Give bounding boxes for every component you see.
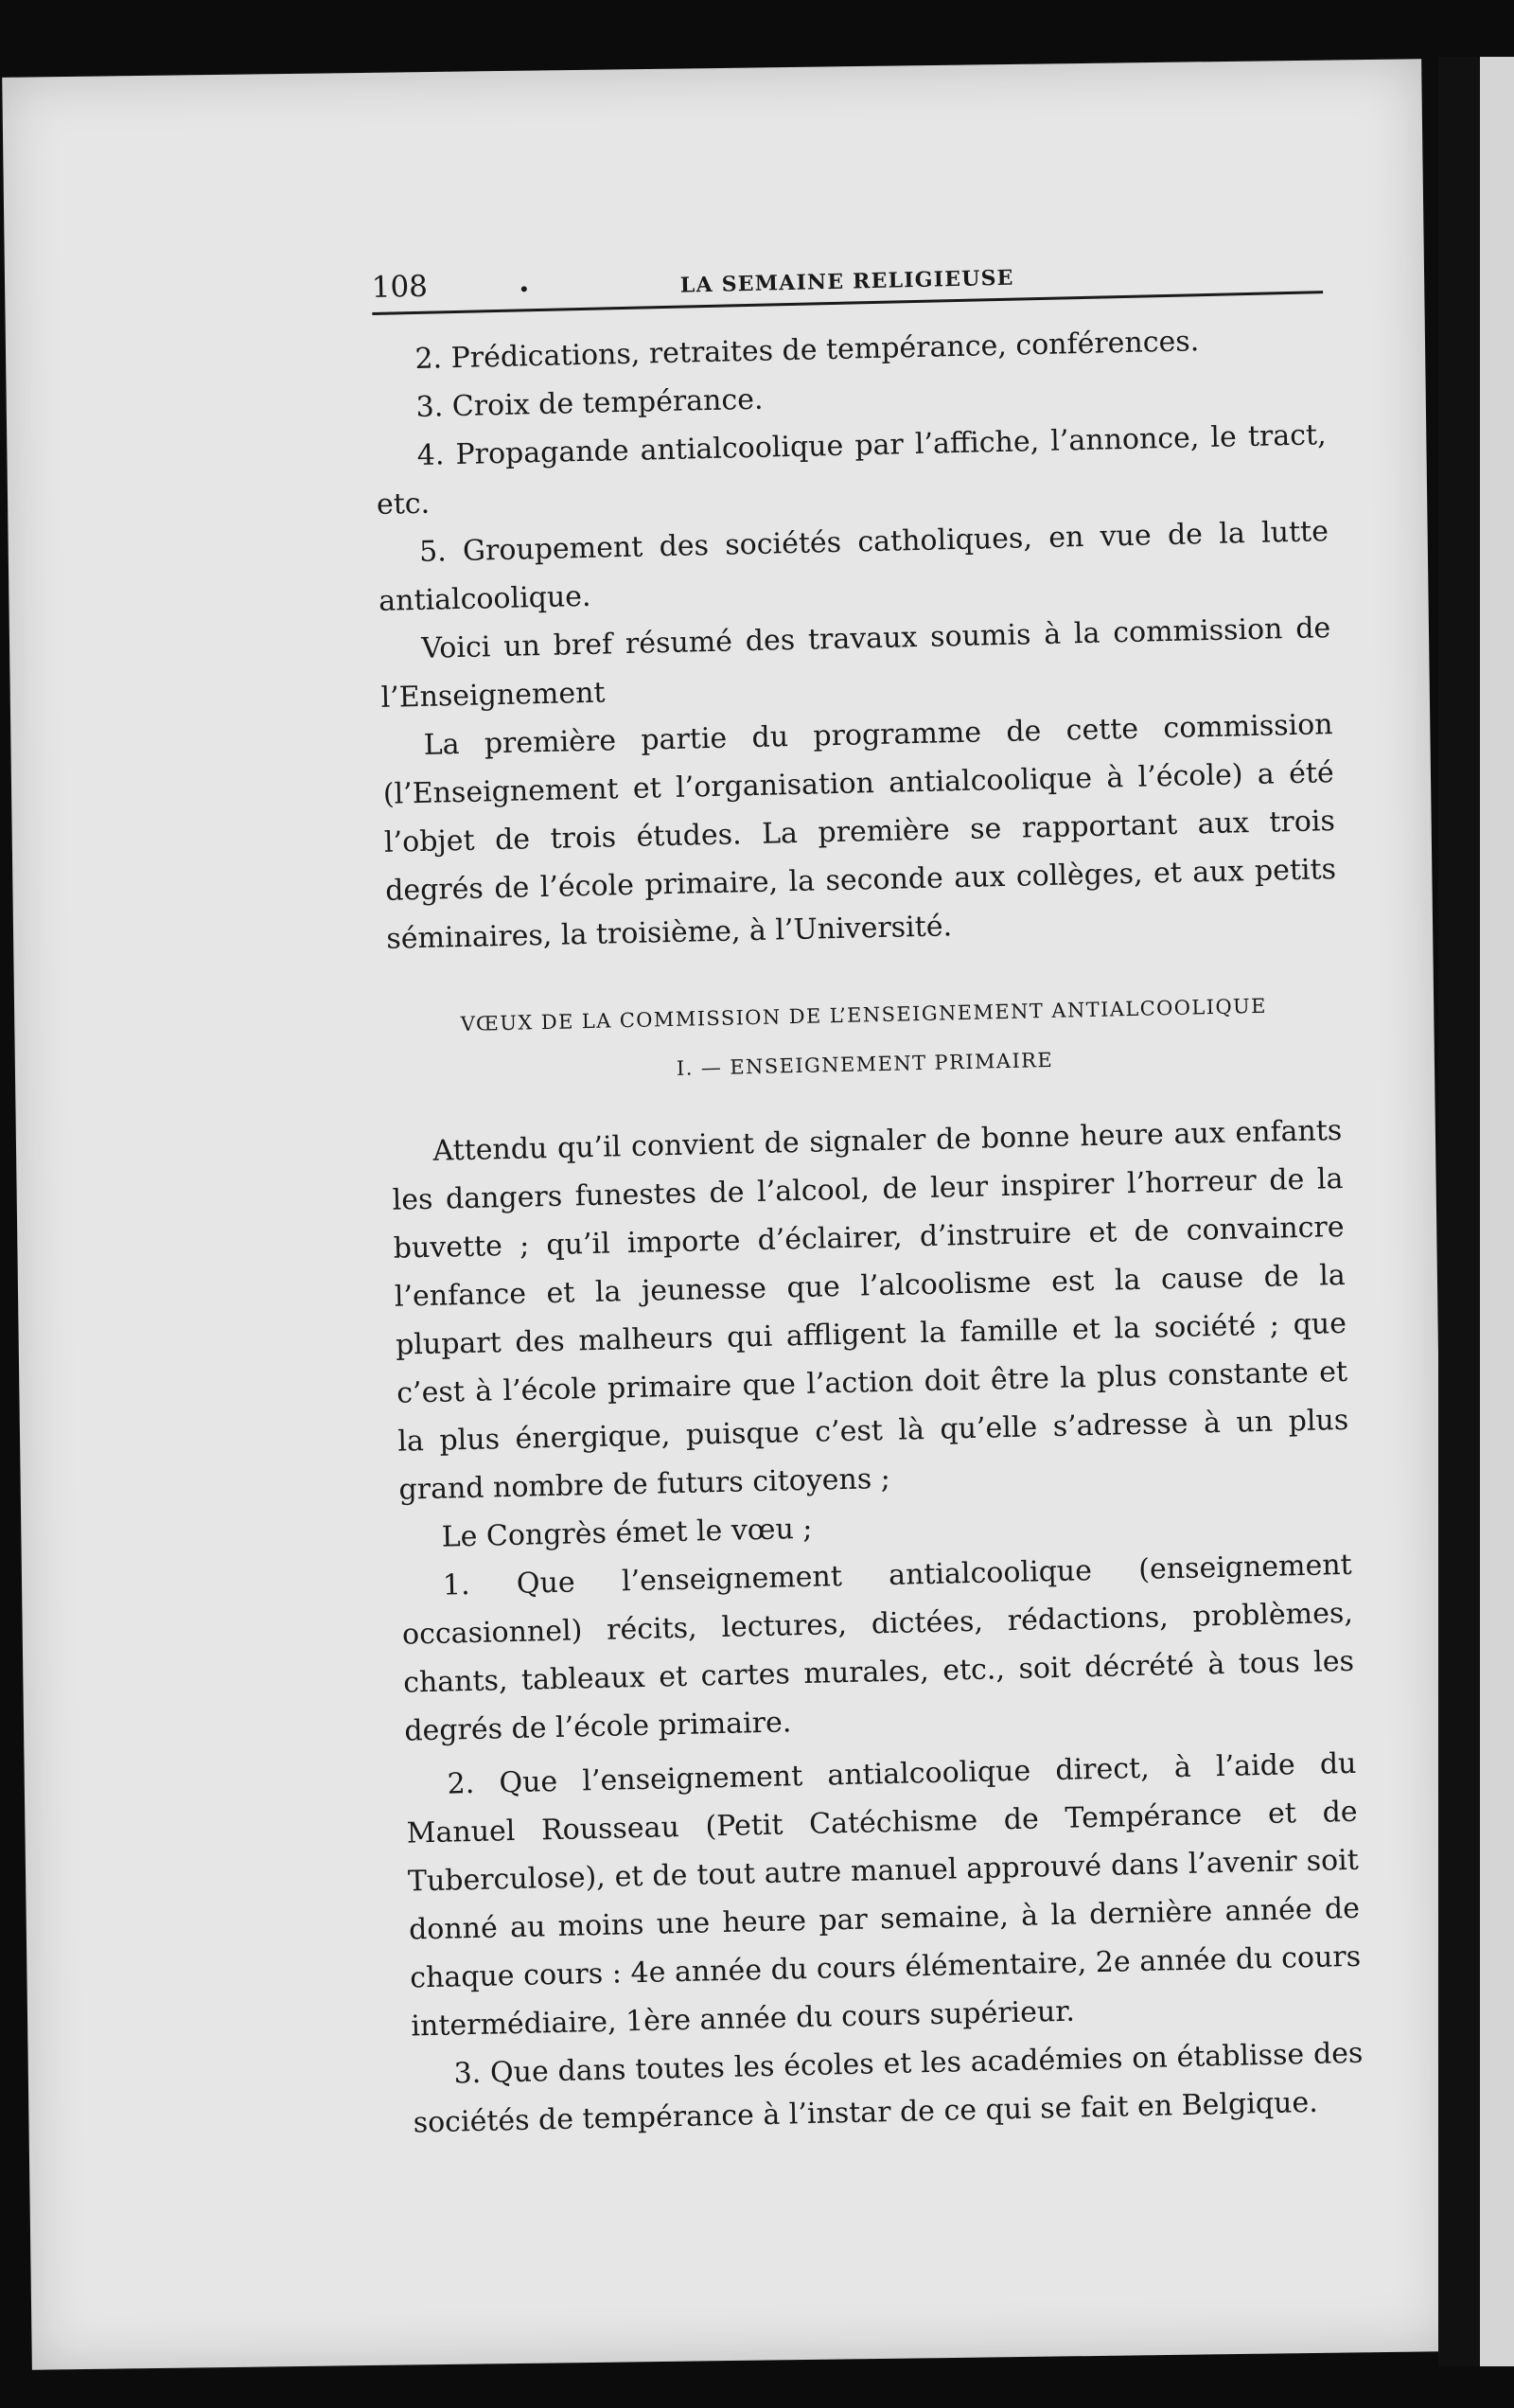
numbered-item: 3. Que dans toutes les écoles et les académies on établisse des sociétés de tempérance à l’instar de ce qui se fait en Belgique. (413, 2036, 1364, 2140)
numbered-item: 1. Que l’enseignement antialcoolique (enseignement occasionnel) récits, lectures, dictées, rédactions, problèmes, chants, tableaux et cartes murales, etc., soit décrété à tous les degrés de l’école primaire. (401, 1548, 1355, 1748)
paragraph: Voici un bref résumé des travaux soumis à la commission de l’Enseignement (380, 611, 1331, 715)
list-item: 3. Croix de tempérance. (415, 382, 764, 424)
paragraph: Attendu qu’il convient de signaler de bonne heure aux enfants les dangers funestes de l’alcool, de leur inspirer l’horreur de la buvette ; qu’il importe d’éclairer, d’instruire et de convaincre l’enfance et la jeunesse que l’alcoolisme est la cause de la plupart des malheurs qui affligent la famille et la société ; que c’est à l’école primaire que l’action doit être la plus constante et la plus énergique, puisque c’est là qu’elle s’adresse à un plus grand nombre de futurs citoyens ; (392, 1113, 1349, 1507)
next-page-edge (1438, 57, 1514, 2366)
page-number: 108 (371, 269, 429, 305)
list-item: 5. Groupement des sociétés catholiques, en vue de la lutte antialcoolique. (378, 515, 1329, 618)
next-page-strip (1480, 57, 1514, 2366)
paragraph: La première partie du programme de cette commission (l’Enseignement et l’organisation antialcoolique à l’école) a été l’objet de trois études. La première se rapportant aux trois degrés de l’école primaire, la seconde aux collèges, et aux petits séminaires, la troisième, à l’Université. (382, 708, 1337, 956)
subsection-heading: I. — ENSEIGNEMENT PRIMAIRE (676, 1048, 1054, 1080)
running-title: LA SEMAINE RELIGIEUSE (679, 265, 1014, 298)
paragraph: Le Congrès émet le vœu ; (441, 1512, 813, 1554)
page-body (373, 314, 1364, 2147)
text-block (371, 234, 1364, 2147)
list-item: 4. Propagande antialcoolique par l’affiche, l’annonce, le tract, etc. (376, 418, 1327, 522)
list-item: 2. Prédications, retraites de tempérance, conférences. (414, 325, 1200, 376)
numbered-item: 2. Que l’enseignement antialcoolique direct, à l’aide du Manuel Rousseau (Petit Catéchisme de Tempérance et de Tuberculose), et de tout autre manuel approuvé dans l’avenir soit donné au moins une heure par semaine, à la dernière année de chaque cours : 4e année du cours élémentaire, 2e année du cours intermédiaire, 1ère année du cours supérieur. (406, 1746, 1362, 2044)
section-heading: VŒUX DE LA COMMISSION DE L’ENSEIGNEMENT ANTIALCOOLIQUE (460, 994, 1268, 1036)
